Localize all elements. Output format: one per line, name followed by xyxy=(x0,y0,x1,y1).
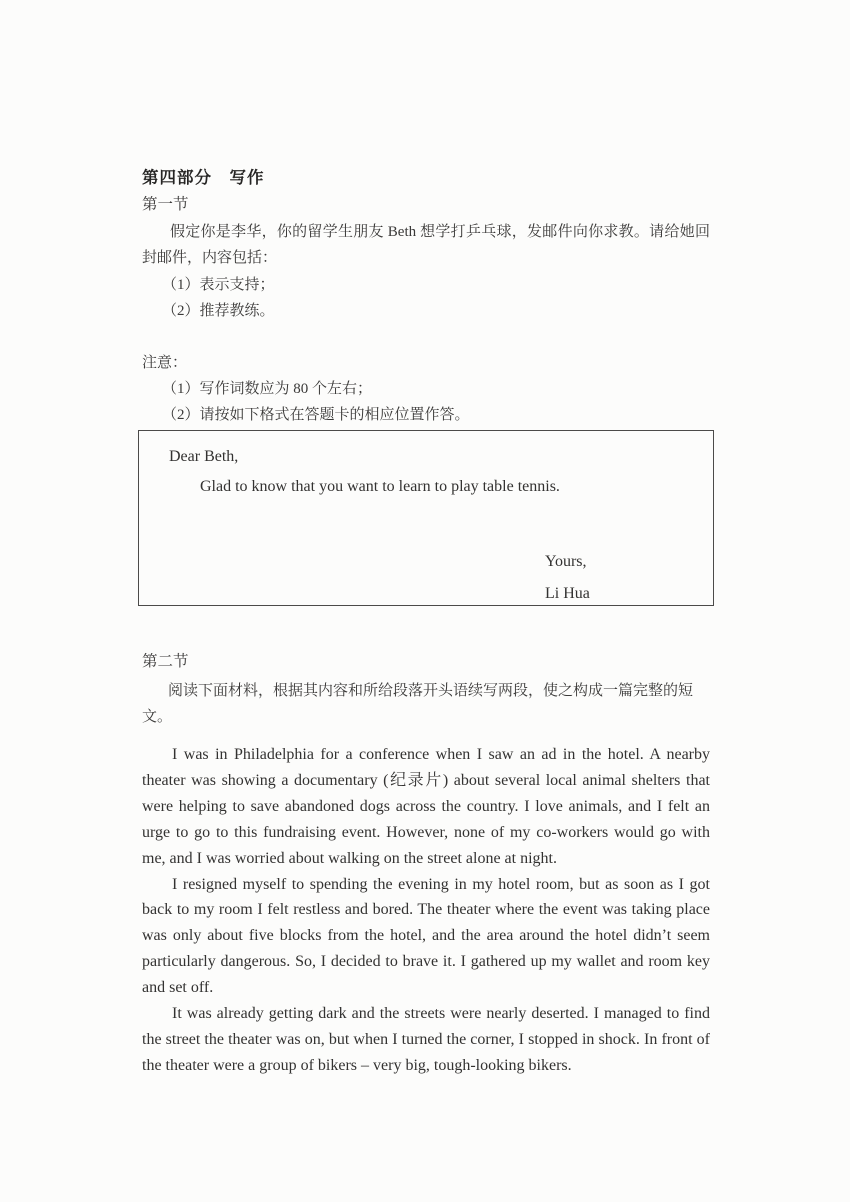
task-points xyxy=(142,272,710,324)
task-description: 假定你是李华，你的留学生朋友 Beth 想学打乒乓球，发邮件向你求教。请给她回封邮件，内容包括： xyxy=(142,224,710,266)
story-paragraph-1: I was in Philadelphia for a conference when I saw an ad in the hotel. A nearby theater was showing a documentary (纪录片) about several local animal shelters that were helping to save abandoned dogs across the country. I love animals, and I felt an urge to go to this fundraising event. However, none of my co-workers would go with me, and I was worried about walking on the street alone at night. xyxy=(142,746,710,867)
section-one-title: 第一节 xyxy=(142,196,189,213)
notice-label: 注意： xyxy=(142,355,188,371)
task-point-1: （1）表示支持； xyxy=(162,277,275,293)
notice-item-2: （2）请按如下格式在答题卡的相应位置作答。 xyxy=(162,407,470,423)
answer-format-box xyxy=(138,430,714,606)
section-two-title: 第二节 xyxy=(142,653,189,670)
part-heading: 第四部分 写作 xyxy=(142,169,265,187)
task-point-2: （2）推荐教练。 xyxy=(162,303,275,319)
story-text xyxy=(142,742,710,1079)
letter-closing: Yours, xyxy=(545,553,587,570)
letter-salutation: Dear Beth, xyxy=(169,448,239,465)
letter-signature: Li Hua xyxy=(545,585,590,602)
notice-item-1: （1）写作词数应为 80 个左右； xyxy=(162,381,373,397)
story-paragraph-2: I resigned myself to spending the evening in my hotel room, but as soon as I got back to my room I felt restless and bored. The theater where the event was taking place was only about five blocks from the hotel, and the area around the hotel didn’t seem particularly dangerous. So, I decided to brave it. I gathered up my wallet and room key and set off. xyxy=(142,875,710,997)
letter-opening-sentence: Glad to know that you want to learn to play table tennis. xyxy=(200,478,560,495)
notice-items xyxy=(142,376,710,428)
story-paragraph-3: It was already getting dark and the streets were nearly deserted. I managed to find the street the theater was on, but when I turned the corner, I stopped in shock. In front of the theater were a group of bikers – very big, tough-looking bikers. xyxy=(142,1005,710,1074)
continuation-instruction: 阅读下面材料，根据其内容和所给段落开头语续写两段，使之构成一篇完整的短文。 xyxy=(142,683,694,725)
letter-closing-block xyxy=(545,552,683,604)
